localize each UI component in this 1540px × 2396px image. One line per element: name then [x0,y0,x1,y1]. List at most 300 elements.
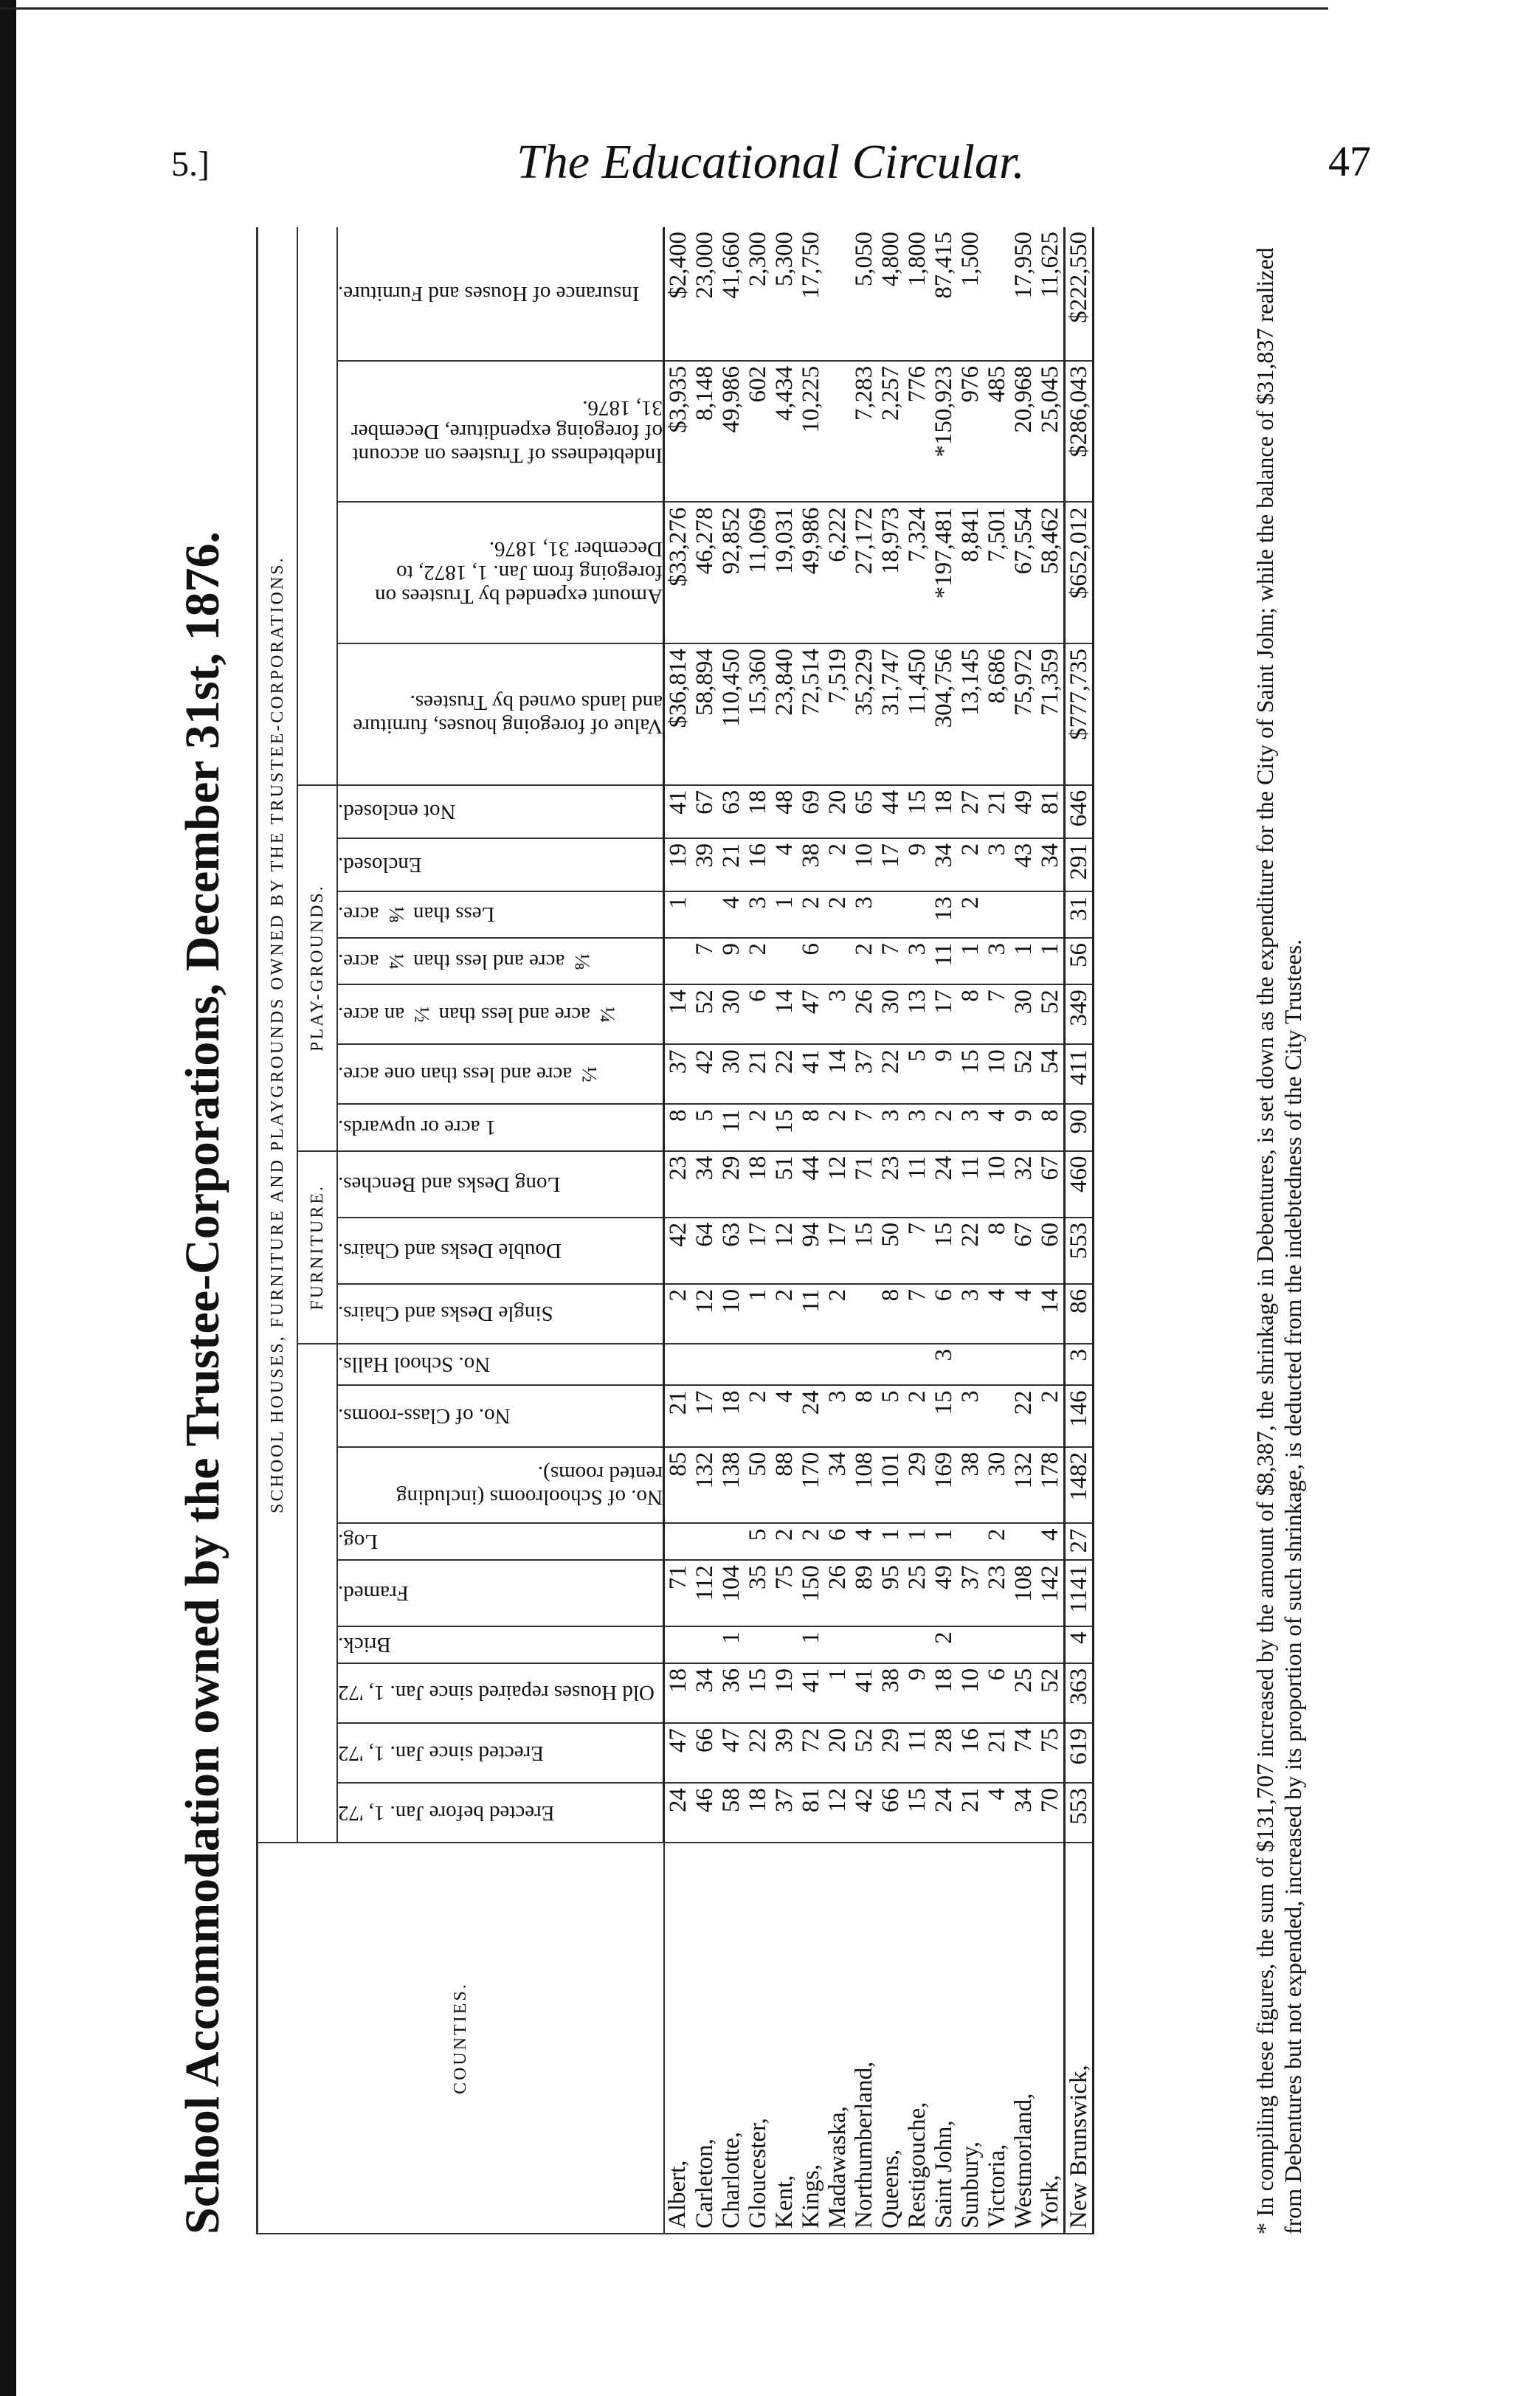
table-cell: $36,814 [664,643,692,785]
table-cell: 30 [877,984,904,1044]
total-row [1065,227,1094,2234]
table-cell: 41 [798,1044,824,1104]
column-header [337,938,664,984]
table-cell: 2 [930,1626,957,1663]
table-cell [824,227,851,361]
column-header-label: Erected since Jan. 1, '72 [338,1741,545,1765]
table-cell: 52 [1037,984,1065,1044]
table-cell: 70 [1037,1783,1065,1843]
table-cell: 4 [771,838,798,891]
table-cell: 22 [957,1218,984,1284]
column-header-label: Value of foregoing houses, furniture and lands owned by Trustees. [353,690,663,738]
table-cell: 1 [745,1284,771,1344]
table-cell: 24 [798,1385,824,1446]
table-cell: 22 [1010,1385,1037,1446]
table-cell: 38 [798,838,824,891]
table-cell: 46,278 [691,502,718,643]
table-body [664,227,1094,2234]
table-cell: 24 [930,1151,957,1218]
table-cell [664,1626,692,1663]
table-cell: 1 [877,1523,904,1560]
table-cell: 27 [1065,1523,1094,1560]
table-cell: 3 [1065,1344,1094,1385]
county-name: Sunbury, [957,1843,984,2234]
county-name: Gloucester, [745,1843,771,2234]
table-cell: 3 [877,1104,904,1150]
table-cell [664,938,692,984]
table-cell: 3 [984,938,1010,984]
table-cell: 22 [745,1723,771,1783]
column-header [337,1560,664,1626]
table-cell: 56 [1065,938,1094,984]
table-cell: 81 [798,1783,824,1843]
table-cell: 49 [1010,785,1037,838]
total-label: New Brunswick, [1065,1843,1094,2234]
table-cell: 8 [664,1104,692,1150]
table-cell: 71 [664,1560,692,1626]
table-cell: 3 [851,891,877,938]
table-cell: 2 [851,938,877,984]
table-cell: 2 [824,1104,851,1150]
table-cell [691,1344,718,1385]
table-cell: 22 [771,1044,798,1104]
table-cell: 32 [1010,1151,1037,1218]
playgrounds-group-header: PLAY-GROUNDS. [297,785,337,1151]
table-cell: 10 [984,1151,1010,1218]
table-cell: 34 [930,838,957,891]
table-cell: 18 [745,1783,771,1843]
table-cell: 42 [851,1783,877,1843]
column-header-label: ⅛ acre and less than ¼ acre. [338,949,594,973]
table-cell: 21 [984,785,1010,838]
table-cell: 58,894 [691,643,718,785]
table-cell: 92,852 [718,502,745,643]
table-cell: 15 [745,1663,771,1723]
table-cell: 14 [771,984,798,1044]
column-header-label: ¼ acre and less than ½ an acre. [338,1002,620,1026]
table-cell: 9 [904,1663,930,1723]
column-header-label: Less than ⅛ acre. [338,902,495,927]
table-cell: 2 [798,891,824,938]
table-cell [877,1344,904,1385]
column-header-label: Framed. [338,1581,409,1606]
table-cell: 24 [664,1783,692,1843]
column-header-label: Log. [338,1530,378,1554]
table-cell: 44 [798,1151,824,1218]
table-cell: 38 [957,1447,984,1524]
county-name: Saint John, [930,1843,957,2234]
table-cell: 14 [1037,1284,1065,1344]
table-cell: 646 [1065,785,1094,838]
table-cell: 5 [691,1104,718,1150]
table-cell: 18,973 [877,502,904,643]
table-cell: 81 [1037,785,1065,838]
column-header-label: Enclosed. [338,852,422,877]
table-cell: 4 [771,1385,798,1446]
table-cell: 30 [1010,984,1037,1044]
table-cell: 49 [930,1560,957,1626]
table-cell: 7,324 [904,502,930,643]
table-cell: 86 [1065,1284,1094,1344]
table-cell: 602 [745,361,771,503]
table-cell: 17,750 [798,227,824,361]
table-cell: 23 [984,1560,1010,1626]
table-cell: 37 [957,1560,984,1626]
table-cell: 5 [904,1044,930,1104]
table-cell [718,1344,745,1385]
table-cell: 13,145 [957,643,984,785]
table-cell: 6 [824,1523,851,1560]
table-cell: 74 [1010,1723,1037,1783]
table-cell: 41,660 [718,227,745,361]
page-number: 47 [1328,137,1371,185]
table-title: School Accommodation owned by the Trustee-Corporations, December 31st, 1876. [176,531,229,2234]
table-cell: 411 [1065,1044,1094,1104]
table-cell: 11,450 [904,643,930,785]
table-cell: 178 [1037,1447,1065,1524]
table-cell: 16 [957,1723,984,1783]
table-cell: 1 [957,938,984,984]
table-cell: 64 [691,1218,718,1284]
table-cell: 49,986 [798,502,824,643]
table-cell: 2 [771,1284,798,1344]
table-cell: 13 [930,891,957,938]
table-cell: 1 [824,1663,851,1723]
table-cell: 132 [691,1447,718,1524]
table-cell: 43 [1010,838,1037,891]
table-cell [984,1385,1010,1446]
table-cell: 87,415 [930,227,957,361]
table-cell [664,1523,692,1560]
column-header [337,891,664,938]
table-cell: 4 [851,1523,877,1560]
table-cell: 72 [798,1723,824,1783]
table-cell: 41 [664,785,692,838]
column-header [337,1218,664,1284]
table-cell: 30 [718,984,745,1044]
table-cell: 9 [904,838,930,891]
table-cell: 11 [798,1284,824,1344]
table-cell: 14 [824,1044,851,1104]
table-cell: 108 [851,1447,877,1524]
page-binding-edge [0,0,16,2396]
table-cell: 23,840 [771,643,798,785]
footnote: * In compiling these figures, the sum of $131,707 increased by the amount of $8,387, the shrinkage in Debentures, is set down as the expenditure for the City of Saint John; while the balance of $31,837 realized from Debentures but not expended, increased by its proportion of such shrinkage, is deducted from the indebtedness of the City Trustees. [1251,247,1306,2234]
table-cell: 150 [798,1560,824,1626]
table-cell: 6 [745,984,771,1044]
table-row [718,227,745,2234]
table-row [1010,227,1037,2234]
table-cell [904,1344,930,1385]
table-cell: 7,283 [851,361,877,503]
table-cell: 2 [664,1284,692,1344]
table-cell: 34 [691,1151,718,1218]
table-cell: 95 [877,1560,904,1626]
table-cell: 29 [718,1151,745,1218]
table-cell: 7 [691,938,718,984]
table-cell: 35,229 [851,643,877,785]
table-cell: 49,986 [718,361,745,503]
table-cell: $33,276 [664,502,692,643]
table-cell: 2 [824,1284,851,1344]
table-cell: 17 [691,1385,718,1446]
table-cell: 460 [1065,1151,1094,1218]
table-cell: 5,050 [851,227,877,361]
table-cell: 2,300 [745,227,771,361]
table-cell: 72,514 [798,643,824,785]
table-cell: *197,481 [930,502,957,643]
table-cell: 10 [851,838,877,891]
column-header [337,1344,664,1385]
table-cell: 976 [957,361,984,503]
table-cell: 4 [984,1104,1010,1150]
table-cell: 6 [798,938,824,984]
table-cell: 4,800 [877,227,904,361]
table-cell: 291 [1065,838,1094,891]
counties-header: COUNTIES. [258,1843,664,2234]
table-cell: 51 [771,1151,798,1218]
table-cell: $286,043 [1065,361,1094,503]
table-cell: 5 [745,1523,771,1560]
table-cell: $652,012 [1065,502,1094,643]
table-cell: 9 [1010,1104,1037,1150]
table-cell: 88 [771,1447,798,1524]
table-cell: 12 [691,1284,718,1344]
table-cell: 3 [904,1104,930,1150]
table-cell: 12 [771,1218,798,1284]
table-cell: 1482 [1065,1447,1094,1524]
table-cell: 112 [691,1560,718,1626]
table-cell: 47 [798,984,824,1044]
school-houses-group-header: SCHOOL HOUSES, FURNITURE AND PLAYGROUNDS OWNED BY THE TRUSTEE-CORPORATIONS. [258,227,298,1843]
county-name: Madawaska, [824,1843,851,2234]
column-header [337,1447,664,1524]
table-cell [984,227,1010,361]
table-cell: 21 [957,1783,984,1843]
table-cell: 2 [957,891,984,938]
table-cell: 31,747 [877,643,904,785]
table-cell: 3 [957,1104,984,1150]
table-cell: 553 [1065,1783,1094,1843]
table-cell: 8 [957,984,984,1044]
table-row [957,227,984,2234]
table-cell: 21 [745,1044,771,1104]
table-cell: 50 [745,1447,771,1524]
table-cell: 1 [664,891,692,938]
table-cell [745,1626,771,1663]
table-cell: 41 [798,1663,824,1723]
table-cell: 37 [664,1044,692,1104]
county-name: Charlotte, [718,1843,745,2234]
table-cell: 23 [664,1151,692,1218]
section-number: 5.] [171,145,210,184]
table-cell: 26 [851,984,877,1044]
table-cell [718,1523,745,1560]
column-header [337,1523,664,1560]
table-cell: 7,501 [984,502,1010,643]
table-cell [984,1344,1010,1385]
table-cell: 15 [771,1104,798,1150]
table-cell: 8,841 [957,502,984,643]
table-cell: 18 [745,785,771,838]
table-cell [824,361,851,503]
table-cell: 2 [824,838,851,891]
table-cell: 11 [904,1151,930,1218]
table-cell: 6 [930,1284,957,1344]
table-cell: 3 [957,1385,984,1446]
table-cell [1037,1344,1065,1385]
table-cell [904,891,930,938]
table-cell: 7,519 [824,643,851,785]
table-row [851,227,877,2234]
table-cell [798,1344,824,1385]
table-cell: 1141 [1065,1560,1094,1626]
table-cell: 104 [718,1560,745,1626]
table-cell [877,1626,904,1663]
table-cell: 42 [664,1218,692,1284]
table-cell: 132 [1010,1447,1037,1524]
table-cell: 30 [718,1044,745,1104]
table-cell: 66 [877,1783,904,1843]
table-cell: 22 [877,1044,904,1104]
table-cell: 10 [957,1663,984,1723]
column-header [337,502,664,643]
table-cell: 1 [904,1523,930,1560]
table-cell: 1,800 [904,227,930,361]
table-cell: 89 [851,1560,877,1626]
county-name: Restigouche, [904,1843,930,2234]
table-cell: 28 [930,1723,957,1783]
table-cell: 17 [824,1218,851,1284]
table-cell: 52 [1010,1044,1037,1104]
column-header [337,1663,664,1723]
column-header-label: No. of Class-rooms. [338,1404,511,1429]
table-cell: 20,968 [1010,361,1037,503]
table-cell: *150,923 [930,361,957,503]
column-header-label: Double Desks and Chairs. [338,1238,562,1263]
table-cell: 1,500 [957,227,984,361]
table-cell: 60 [1037,1218,1065,1284]
table-cell: 6 [984,1663,1010,1723]
table-cell: 8,686 [984,643,1010,785]
table-cell [691,1523,718,1560]
table-cell: 47 [664,1723,692,1783]
table-cell: 5 [877,1385,904,1446]
table-cell: $2,400 [664,227,692,361]
table-cell: 23,000 [691,227,718,361]
table-cell: 11,625 [1037,227,1065,361]
county-name: Kent, [771,1843,798,2234]
table-cell [851,1626,877,1663]
table-cell: 38 [877,1663,904,1723]
county-name: Victoria, [984,1843,1010,2234]
table-row [877,227,904,2234]
table-cell: 54 [1037,1044,1065,1104]
table-cell: 4 [1010,1284,1037,1344]
table-cell: 66 [691,1723,718,1783]
table-cell: 146 [1065,1385,1094,1446]
table-cell [984,891,1010,938]
table-cell: 1 [930,1523,957,1560]
table-cell: 2,257 [877,361,904,503]
table-row [691,227,718,2234]
table-cell: 58,462 [1037,502,1065,643]
table-cell [1037,1626,1065,1663]
table-cell: 27,172 [851,502,877,643]
table-cell: 7 [851,1104,877,1150]
column-header-label: Not enclosed. [338,799,456,824]
table-cell: 2 [1037,1385,1065,1446]
table-cell: 2 [984,1523,1010,1560]
table-cell: 47 [718,1723,745,1783]
table-cell: 35 [745,1560,771,1626]
table-cell: 21 [984,1723,1010,1783]
table-cell: 8,148 [691,361,718,503]
table-cell: 4,434 [771,361,798,503]
column-header-label: Single Desks and Chairs. [338,1302,553,1326]
table-cell: 6,222 [824,502,851,643]
table-cell: 12 [824,1783,851,1843]
column-header [337,1044,664,1104]
table-cell: 9 [718,938,745,984]
county-name: Northumberland, [851,1843,877,2234]
table-cell [1010,1344,1037,1385]
table-cell: 8 [1037,1104,1065,1150]
column-header-label: Old Houses repaired since Jan. 1, '72 [338,1681,655,1705]
table-cell [1010,891,1037,938]
column-header [337,227,664,361]
table-cell: 52 [691,984,718,1044]
table-cell: 11 [904,1723,930,1783]
table-cell [771,938,798,984]
table-cell [824,1626,851,1663]
table-cell: 2 [798,1523,824,1560]
table-cell: 349 [1065,984,1094,1044]
county-name: Carleton, [691,1843,718,2234]
table-cell: 15 [904,1783,930,1843]
table-cell [745,1344,771,1385]
table-cell: 2 [824,891,851,938]
table-cell [691,891,718,938]
table-cell [851,1344,877,1385]
column-header [337,643,664,785]
table-cell: 17 [745,1218,771,1284]
table-cell: 34 [691,1663,718,1723]
table-cell: 2 [957,838,984,891]
table-cell [824,1344,851,1385]
column-header [337,1723,664,1783]
table-cell: 25 [904,1560,930,1626]
table-cell: 18 [745,1151,771,1218]
table-cell [957,1626,984,1663]
table-cell: 52 [1037,1663,1065,1723]
table-cell: 4 [984,1783,1010,1843]
table-cell: 3 [745,891,771,938]
table-cell: 26 [824,1560,851,1626]
table-cell: 19,031 [771,502,798,643]
table-row [824,227,851,2234]
column-header-label: No. of Schoolrooms (including rented rooms). [396,1461,663,1509]
table-cell: 4 [984,1284,1010,1344]
table-cell: 1 [1037,938,1065,984]
table-cell: 67 [691,785,718,838]
column-header-label: 1 acre or upwards. [338,1116,497,1139]
table-cell: 2 [771,1523,798,1560]
table-cell: 58 [718,1783,745,1843]
column-header [337,1104,664,1150]
table-cell: 17 [930,984,957,1044]
table-cell: 67 [1010,1218,1037,1284]
